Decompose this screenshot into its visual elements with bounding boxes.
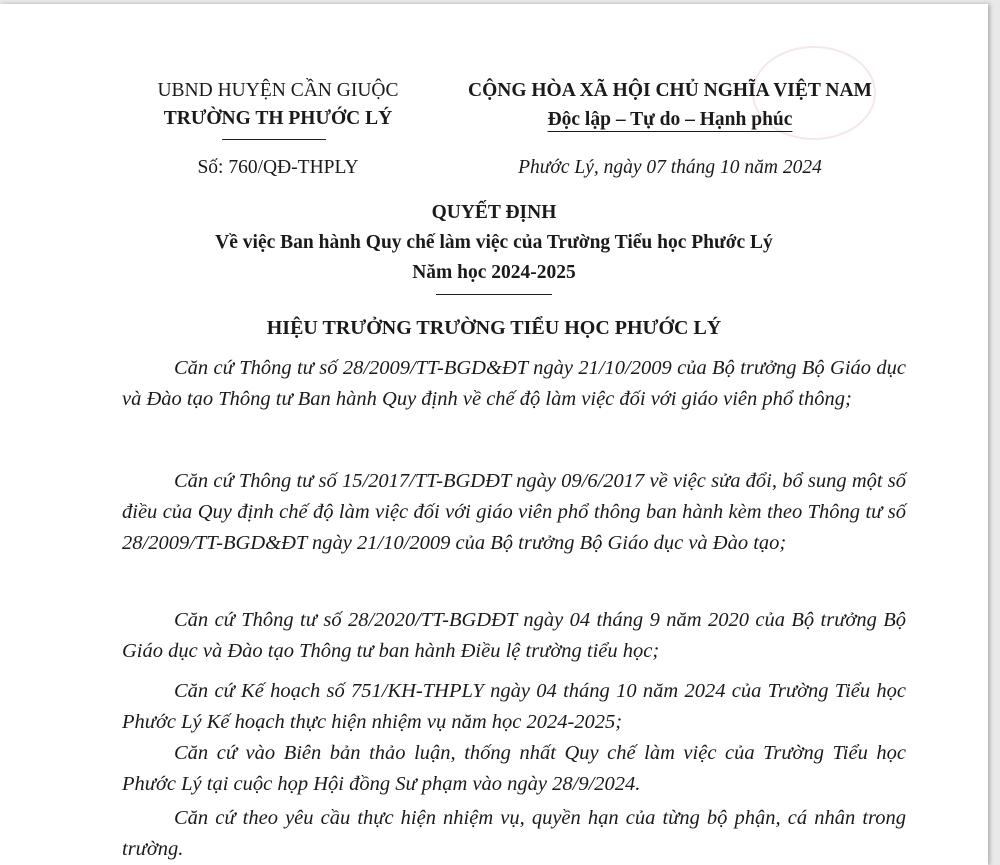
school-name: TRƯỜNG TH PHƯỚC LÝ <box>163 108 393 129</box>
decision-heading: QUYẾT ĐỊNH <box>431 202 557 223</box>
school-name-underline <box>222 139 326 140</box>
decision-subject-line1: Về việc Ban hành Quy chế làm việc của Trường Tiểu học Phước Lý <box>215 232 773 253</box>
legal-basis-1: Căn cứ Thông tư số 28/2009/TT-BGD&ĐT ngày 21/10/2009 của Bộ trưởng Bộ Giáo dục và Đào tạo Thông tư Ban hành Quy định về chế độ làm việc đối với giáo viên phổ thông; <box>122 357 906 410</box>
legal-basis-2: Căn cứ Thông tư số 15/2017/TT-BGDĐT ngày 09/6/2017 về việc sửa đổi, bổ sung một số điều của Quy định chế độ làm việc đối với giáo viên phổ thông ban hành kèm theo Thông tư số 28/2009/TT-BGD&ĐT ngày 21/10/2009 của Bộ trưởng Bộ Giáo dục và Đào tạo; <box>122 470 906 554</box>
national-title: CỘNG HÒA XÃ HỘI CHỦ NGHĨA VIỆT NAM <box>468 80 872 101</box>
legal-basis-6: Căn cứ theo yêu cầu thực hiện nhiệm vụ, quyền hạn của từng bộ phận, cá nhân trong trường. <box>122 807 906 860</box>
document-number: Số: 760/QĐ-THPLY <box>197 157 359 178</box>
motto-wrap <box>436 109 904 131</box>
legal-basis-5: Căn cứ vào Biên bản thảo luận, thống nhất Quy chế làm việc của Trường Tiểu học Phước Lý tại cuộc họp Hội đồng Sư phạm vào ngày 28/9/2024. <box>122 742 906 795</box>
issuer-title: HIỆU TRƯỞNG TRƯỜNG TIỂU HỌC PHƯỚC LÝ <box>266 317 722 339</box>
document-page <box>0 4 988 865</box>
national-motto: Độc lập – Tự do – Hạnh phúc <box>547 109 793 130</box>
legal-basis-4: Căn cứ Kế hoạch số 751/KH-THPLY ngày 04 tháng 10 năm 2024 của Trường Tiểu học Phước Lý Kế hoạch thực hiện nhiệm vụ năm học 2024-2025; <box>122 680 906 733</box>
decision-subject-line2: Năm học 2024-2025 <box>412 262 576 283</box>
place-and-date: Phước Lý, ngày 07 tháng 10 năm 2024 <box>518 157 822 178</box>
issuing-authority: UBND HUYỆN CẦN GIUỘC <box>157 80 399 101</box>
subject-underline <box>436 294 552 295</box>
legal-basis-3: Căn cứ Thông tư số 28/2020/TT-BGDĐT ngày 04 tháng 9 năm 2020 của Bộ trưởng Bộ Giáo dục và Đào tạo Thông tư ban hành Điều lệ trường tiểu học; <box>122 609 906 662</box>
